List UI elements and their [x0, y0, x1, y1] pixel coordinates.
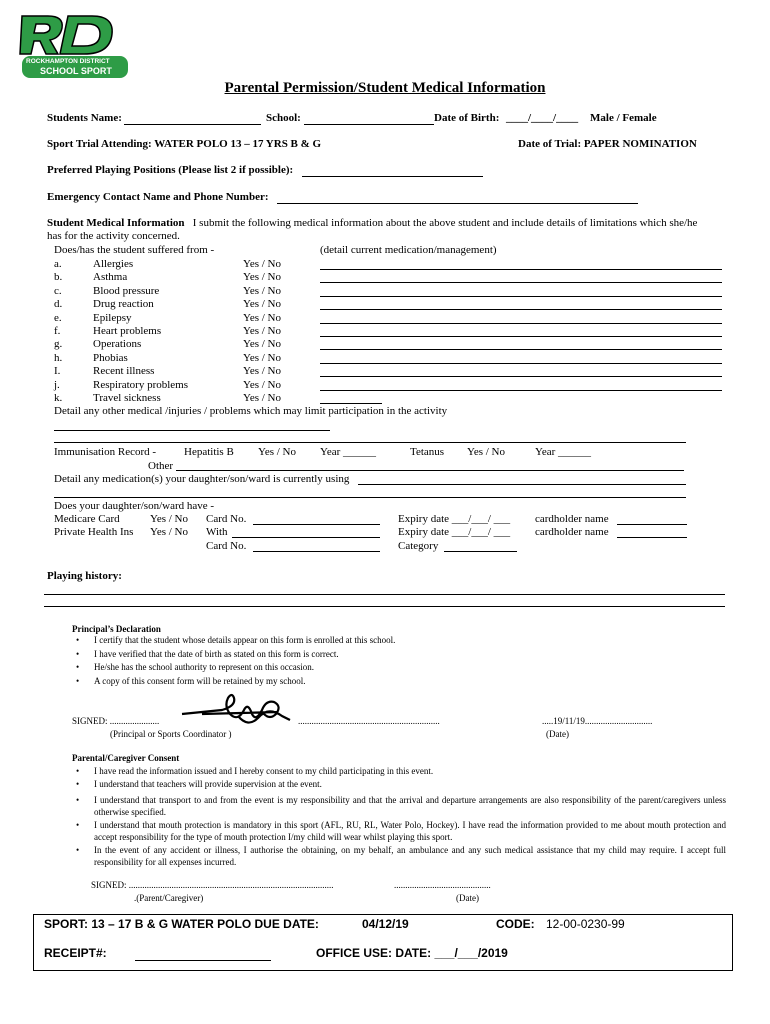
parental-consent-item: [76, 779, 726, 791]
medical-intro-line2: has for the activity concerned.: [47, 230, 180, 242]
medicare-label: Medicare Card: [54, 513, 120, 525]
condition-letter: a.: [54, 258, 62, 270]
receipt-label: RECEIPT#:: [44, 946, 107, 960]
condition-name: Respiratory problems: [93, 378, 189, 391]
office-use-date[interactable]: OFFICE USE: DATE: ___/___/2019: [316, 946, 508, 960]
sport-due-date-label: SPORT: 13 – 17 B & G WATER POLO DUE DATE:: [44, 917, 319, 931]
condition-detail-field[interactable]: [320, 282, 722, 283]
have-label: Does your daughter/son/ward have -: [54, 500, 215, 512]
tetanus-label: Tetanus: [410, 446, 445, 458]
condition-detail-field[interactable]: [320, 309, 722, 310]
condition-name: Phobias: [93, 351, 128, 364]
condition-detail-field[interactable]: [320, 336, 722, 337]
principal-declaration-item: [76, 648, 339, 659]
principal-declaration-text: I certify that the student whose details appear on this form is enrolled at this school.: [94, 635, 396, 645]
medication-field-2[interactable]: [54, 497, 686, 498]
parental-signed-label[interactable]: SIGNED: ...........................................................................................: [91, 880, 334, 890]
condition-yes-no[interactable]: Yes / No: [243, 271, 282, 284]
parental-consent-item: [76, 766, 726, 778]
bullet-icon: •: [76, 662, 80, 672]
condition-name: Drug reaction: [93, 298, 154, 311]
tetanus-year[interactable]: Year ______: [535, 446, 592, 458]
condition-letter: k.: [54, 392, 63, 404]
sport-trial: Sport Trial Attending: WATER POLO 13 – 17 YRS B & G: [47, 138, 322, 150]
bullet-icon: •: [76, 820, 80, 830]
private-health-label: Private Health Ins: [54, 526, 134, 538]
parental-date-dots[interactable]: ...........................................: [394, 880, 491, 890]
condition-yes-no[interactable]: Yes / No: [243, 311, 282, 324]
parental-date-label: (Date): [456, 893, 479, 903]
condition-name: Blood pressure: [93, 284, 160, 297]
playing-positions-label: Preferred Playing Positions (Please list 2 if possible):: [47, 164, 294, 176]
school-sport-logo: [18, 10, 132, 80]
condition-name: Heart problems: [93, 325, 162, 337]
school-label: School:: [266, 112, 301, 124]
principal-name-dots[interactable]: ...............................................................: [298, 716, 440, 726]
principal-heading: Principal’s Declaration: [72, 624, 161, 634]
private-health-with-label: With: [206, 526, 228, 538]
condition-letter: h.: [54, 351, 63, 364]
condition-letter: b.: [54, 271, 63, 284]
detail-label: (detail current medication/management): [320, 244, 497, 256]
logo-line2: SCHOOL SPORT: [40, 66, 112, 76]
bullet-icon: •: [76, 795, 80, 805]
medicare-yes-no[interactable]: Yes / No: [150, 513, 189, 525]
private-health-card-no-label: Card No.: [206, 540, 247, 552]
receipt-field[interactable]: [135, 960, 271, 961]
condition-yes-no[interactable]: Yes / No: [243, 298, 282, 311]
medication-detail-label: Detail any medication(s) your daughter/son/ward is currently using: [54, 473, 350, 485]
other-detail-label: Detail any other medical /injuries / problems which may limit participation in the activity: [54, 405, 448, 417]
medicare-card-no-field[interactable]: [253, 524, 380, 525]
principal-date-value: .....19/11/19..............................: [542, 716, 653, 726]
principal-declaration-item: [76, 635, 396, 645]
condition-yes-no[interactable]: Yes / No: [243, 351, 282, 364]
condition-letter: g.: [54, 338, 63, 351]
code-value: 12-00-0230-99: [546, 917, 625, 931]
private-health-category-field[interactable]: [444, 551, 517, 552]
principal-declaration-item: [76, 675, 306, 686]
condition-yes-no[interactable]: Yes / No: [243, 325, 282, 337]
condition-letter: I.: [54, 365, 61, 378]
bullet-icon: •: [76, 845, 80, 855]
emergency-contact-label: Emergency Contact Name and Phone Number:: [47, 191, 269, 203]
medicare-cardholder-label: cardholder name: [535, 513, 609, 525]
condition-name: Epilepsy: [93, 311, 132, 324]
gender-options[interactable]: Male / Female: [590, 112, 657, 124]
other-label: Other: [148, 460, 174, 472]
hepatitis-label: Hepatitis B: [184, 446, 234, 458]
medicare-expiry[interactable]: Expiry date ___/___/ ___: [398, 513, 511, 525]
condition-name: Travel sickness: [93, 392, 161, 404]
parental-heading: Parental/Caregiver Consent: [72, 753, 180, 763]
page-title: Parental Permission/Student Medical Information: [224, 80, 546, 96]
emergency-contact-field[interactable]: [277, 203, 638, 204]
principal-declaration-text: I have verified that the date of birth as stated on this form is correct.: [94, 648, 339, 659]
private-health-with-field[interactable]: [232, 537, 380, 538]
parental-consent-item: [76, 820, 726, 843]
parental-consent-text: In the event of any accident or illness, I authorise the obtaining, on my behalf, an ambulance and any such medical assistance that my child may require. I accept full responsibility for all expenses incurred.: [94, 845, 726, 867]
condition-detail-field[interactable]: [320, 376, 722, 377]
condition-yes-no[interactable]: Yes / No: [243, 365, 282, 378]
principal-role-label: (Principal or Sports Coordinator ): [110, 729, 232, 739]
tetanus-yes-no[interactable]: Yes / No: [467, 446, 506, 458]
school-field[interactable]: [304, 124, 434, 125]
logo-line1: ROCKHAMPTON DISTRICT: [26, 58, 110, 65]
private-health-yes-no[interactable]: Yes / No: [150, 526, 189, 538]
condition-letter: c.: [54, 284, 62, 297]
private-health-cardholder-label: cardholder name: [535, 526, 609, 538]
condition-name: Allergies: [93, 258, 134, 270]
immunisation-label: Immunisation Record -: [54, 446, 157, 458]
playing-history-field[interactable]: [44, 594, 725, 595]
other-detail-field[interactable]: [54, 430, 330, 431]
bullet-icon: •: [76, 779, 80, 789]
parental-consent-text: I have read the information issued and I hereby consent to my child participating in this event.: [94, 766, 434, 776]
parental-consent-text: I understand that mouth protection is mandatory in this sport (AFL, RU, RL, Water Polo, Hockey). I have read the information provided to me about mouth protection and accept responsibility for the type of mouth protection I/my child will wear whilst playing this sport.: [94, 820, 726, 842]
other-immunisation-field[interactable]: [176, 470, 684, 471]
medical-intro: [47, 217, 697, 229]
medical-heading: Student Medical Information: [47, 217, 185, 229]
date-of-trial: Date of Trial: PAPER NOMINATION: [518, 138, 697, 150]
student-name-field[interactable]: [124, 124, 261, 125]
condition-yes-no[interactable]: Yes / No: [243, 392, 282, 404]
principal-declaration-item: [76, 662, 314, 672]
private-health-expiry[interactable]: Expiry date ___/___/ ___: [398, 526, 511, 538]
medicare-card-no-label: Card No.: [206, 513, 247, 525]
hepatitis-year[interactable]: Year ______: [320, 446, 377, 458]
parental-consent-text: I understand that transport to and from the event is my responsibility and that the arrival and departure arrangements are also responsibility of the parent/caregivers unless otherwise specified.: [94, 795, 726, 817]
dob-field[interactable]: ____/____/____: [506, 112, 579, 124]
condition-letter: e.: [54, 311, 62, 324]
condition-letter: f.: [54, 325, 61, 337]
student-name-label: Students Name:: [47, 112, 122, 124]
bullet-icon: •: [76, 766, 80, 776]
medical-intro-text: I submit the following medical information about the above student and include details of limitations which she/he: [192, 217, 698, 229]
medicare-cardholder-field[interactable]: [617, 524, 687, 525]
condition-detail-field[interactable]: [320, 349, 722, 350]
condition-yes-no[interactable]: Yes / No: [243, 258, 282, 270]
code-label: CODE:: [496, 917, 535, 931]
principal-declaration-text: He/she has the school authority to represent on this occasion.: [94, 662, 314, 672]
other-detail-field-2[interactable]: [54, 442, 686, 443]
suffered-label: Does/has the student suffered from -: [54, 244, 215, 256]
condition-name: Operations: [93, 338, 142, 351]
principal-signed-label: SIGNED: ......................: [72, 716, 160, 726]
condition-letter: d.: [54, 298, 63, 311]
condition-detail-field[interactable]: [320, 269, 722, 270]
bullet-icon: •: [76, 635, 80, 645]
parental-consent-item: [76, 795, 726, 818]
condition-yes-no[interactable]: Yes / No: [243, 338, 282, 351]
condition-detail-field[interactable]: [320, 363, 722, 364]
medication-field[interactable]: [358, 484, 686, 485]
playing-history-field-2[interactable]: [44, 606, 725, 607]
private-health-cardholder-field[interactable]: [617, 537, 687, 538]
principal-date-label: (Date): [546, 729, 569, 739]
condition-detail-field[interactable]: [320, 296, 722, 297]
condition-detail-field[interactable]: [320, 323, 722, 324]
parental-role-label: .(Parent/Caregiver): [134, 893, 204, 903]
playing-positions-field[interactable]: [302, 176, 483, 177]
bullet-icon: •: [76, 675, 80, 686]
playing-history-label: Playing history:: [47, 570, 122, 582]
principal-signature: [178, 692, 298, 730]
private-health-card-no-field[interactable]: [253, 551, 380, 552]
private-health-category-label: Category: [398, 540, 439, 552]
due-date-value: 04/12/19: [362, 917, 409, 931]
hepatitis-yes-no[interactable]: Yes / No: [258, 446, 297, 458]
parental-consent-item: [76, 845, 726, 868]
bullet-icon: •: [76, 648, 80, 659]
parental-consent-text: I understand that teachers will provide supervision at the event.: [94, 779, 322, 789]
condition-yes-no[interactable]: Yes / No: [243, 378, 282, 391]
condition-detail-field[interactable]: [320, 390, 722, 391]
condition-yes-no[interactable]: Yes / No: [243, 284, 282, 297]
condition-letter: j.: [54, 378, 60, 391]
dob-label: Date of Birth:: [434, 112, 500, 124]
condition-detail-field[interactable]: [320, 403, 382, 404]
condition-name: Asthma: [93, 271, 128, 284]
condition-name: Recent illness: [93, 365, 155, 378]
principal-declaration-text: A copy of this consent form will be retained by my school.: [94, 675, 306, 686]
